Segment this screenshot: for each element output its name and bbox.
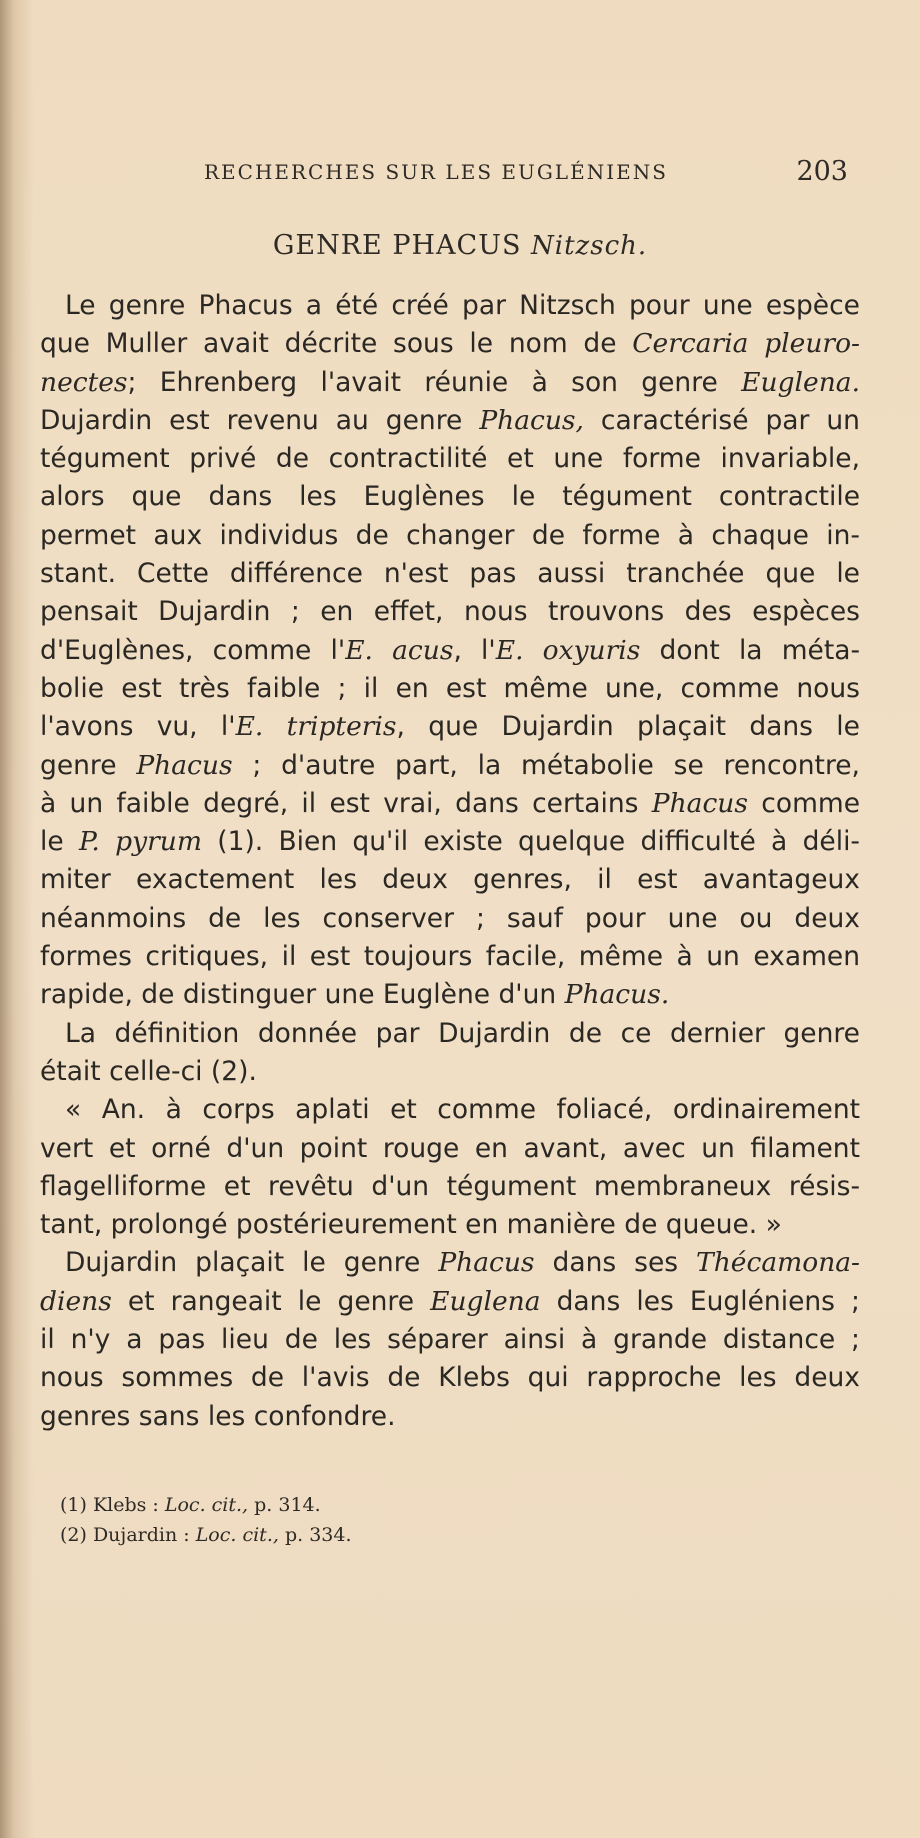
text-run: genre — [40, 749, 137, 781]
text-line — [40, 402, 860, 440]
text-line — [40, 1244, 860, 1282]
text-line — [40, 440, 860, 478]
footnote-1-mark: (1) Klebs : — [60, 1494, 165, 1516]
text-line — [40, 517, 860, 555]
footnote-1-ref: Loc. cit., — [164, 1494, 249, 1516]
text-run: , que Dujardin plaçait dans le — [396, 711, 860, 743]
text-run: que Muller avait décrite sous le nom de — [40, 328, 633, 360]
text-run: permet aux individus de changer de forme à chaque in- — [40, 519, 860, 551]
footnotes — [60, 1490, 660, 1550]
italic-term: Euglena — [430, 1285, 541, 1317]
text-line — [40, 287, 860, 325]
italic-term: Phacus — [438, 1247, 535, 1279]
text-run: alors que dans les Euglènes le tégument contractile — [40, 481, 860, 513]
section-heading — [0, 230, 920, 261]
text-run: (1). Bien qu'il existe quelque difficulté à déli- — [201, 826, 860, 858]
text-run: était celle-ci (2). — [40, 1055, 257, 1087]
text-run: dans ses — [534, 1247, 697, 1279]
footnote-2-page: p. 334. — [278, 1524, 352, 1546]
italic-term: Euglena. — [741, 366, 860, 398]
text-run: « An. à corps aplati et comme foliacé, ordinairement — [65, 1094, 860, 1126]
text-line — [40, 708, 860, 746]
text-line — [40, 1283, 860, 1321]
text-run: il n'y a pas lieu de les séparer ainsi à grande distance ; — [40, 1324, 860, 1356]
section-heading-author: Nitzsch. — [531, 231, 648, 261]
italic-term: Phacus, — [479, 404, 584, 436]
text-run: pensait Dujardin ; en effet, nous trouvons des espèces — [40, 596, 860, 628]
text-run: d'Euglènes, comme l' — [40, 634, 346, 666]
text-run: La définition donnée par Dujardin de ce dernier genre — [65, 1017, 860, 1049]
italic-term: E. acus — [345, 634, 454, 666]
text-run: comme — [747, 787, 860, 819]
italic-term: P. pyrum — [78, 826, 202, 858]
italic-term: E. oxyuris — [495, 634, 641, 666]
text-line — [40, 938, 860, 976]
text-line — [40, 1398, 860, 1436]
text-line — [40, 976, 860, 1014]
italic-term: diens — [40, 1285, 112, 1317]
footnote-1-page: p. 314. — [248, 1494, 321, 1516]
text-line — [40, 823, 860, 861]
italic-term: E. tripteris — [235, 711, 397, 743]
footnote-2-ref: Loc. cit., — [195, 1524, 279, 1546]
footnote-1 — [60, 1490, 660, 1520]
text-line — [40, 593, 860, 631]
text-line — [40, 1130, 860, 1168]
footnote-2 — [60, 1520, 660, 1550]
body-text — [40, 287, 860, 1436]
text-run: dont la méta- — [640, 634, 861, 666]
italic-term: Thécamona- — [696, 1247, 861, 1279]
text-line — [40, 670, 860, 708]
text-run: néanmoins de les conserver ; sauf pour une ou deux — [40, 902, 860, 934]
text-run: dans les Eugléniens ; — [540, 1285, 860, 1317]
text-line — [40, 364, 860, 402]
text-line — [40, 861, 860, 899]
section-heading-genus: GENRE PHACUS — [272, 230, 532, 261]
text-run: vert et orné d'un point rouge en avant, avec un filament — [40, 1132, 860, 1164]
text-run: stant. Cette différence n'est pas aussi tranchée que le — [40, 558, 860, 590]
text-run: Le genre Phacus a été créé par Nitzsch pour une espèce — [65, 290, 860, 321]
text-line — [40, 747, 860, 785]
text-line — [40, 325, 860, 363]
text-run: rapide, de distinguer une Euglène d'un — [40, 979, 565, 1011]
text-run: miter exactement les deux genres, il est avantageux — [40, 864, 860, 896]
text-line — [40, 1206, 860, 1244]
running-head — [40, 156, 848, 188]
text-run: , l' — [453, 634, 496, 666]
text-run: tégument privé de contractilité et une forme invariable, — [40, 443, 860, 475]
text-run: ; d'autre part, la métabolie se rencontre, — [232, 749, 860, 781]
text-line — [40, 900, 860, 938]
text-line — [40, 1168, 860, 1206]
page-number: 203 — [796, 156, 848, 187]
text-run: le — [40, 826, 79, 858]
italic-term: Phacus — [651, 787, 748, 819]
italic-term: Phacus. — [564, 979, 670, 1011]
text-run: nous sommes de l'avis de Klebs qui rapproche les deux — [40, 1362, 860, 1394]
text-line — [40, 1359, 860, 1397]
text-run: tant, prolongé postérieurement en manière de queue. » — [40, 1209, 782, 1241]
footnote-2-mark: (2) Dujardin : — [60, 1524, 196, 1546]
text-line — [40, 555, 860, 593]
text-run: bolie est très faible ; il en est même une, comme nous — [40, 672, 860, 704]
text-line — [40, 478, 860, 516]
text-run: genres sans les confondre. — [40, 1400, 396, 1432]
italic-term: Phacus — [136, 749, 233, 781]
text-run: Dujardin est revenu au genre — [40, 404, 480, 436]
text-run: Dujardin plaçait le genre — [65, 1247, 439, 1279]
text-run: l'avons vu, l' — [40, 711, 236, 743]
text-line — [40, 1015, 860, 1053]
text-run: à un faible degré, il est vrai, dans certains — [40, 787, 652, 819]
text-line — [40, 632, 860, 670]
text-run: flagelliforme et revêtu d'un tégument membraneux résis- — [40, 1170, 860, 1202]
italic-term: Cercaria pleuro- — [632, 328, 860, 360]
text-run: formes critiques, il est toujours facile, même à un examen — [40, 941, 860, 973]
text-line — [40, 785, 860, 823]
text-run: caractérisé par un — [583, 404, 860, 436]
text-line — [40, 1321, 860, 1359]
italic-term: nectes — [40, 366, 128, 398]
text-run: ; Ehrenberg l'avait réunie à son genre — [127, 366, 742, 398]
running-head-title: RECHERCHES SUR LES EUGLÉNIENS — [204, 160, 668, 184]
text-line — [40, 1053, 860, 1091]
text-line — [40, 1091, 860, 1129]
text-run: et rangeait le genre — [111, 1285, 431, 1317]
